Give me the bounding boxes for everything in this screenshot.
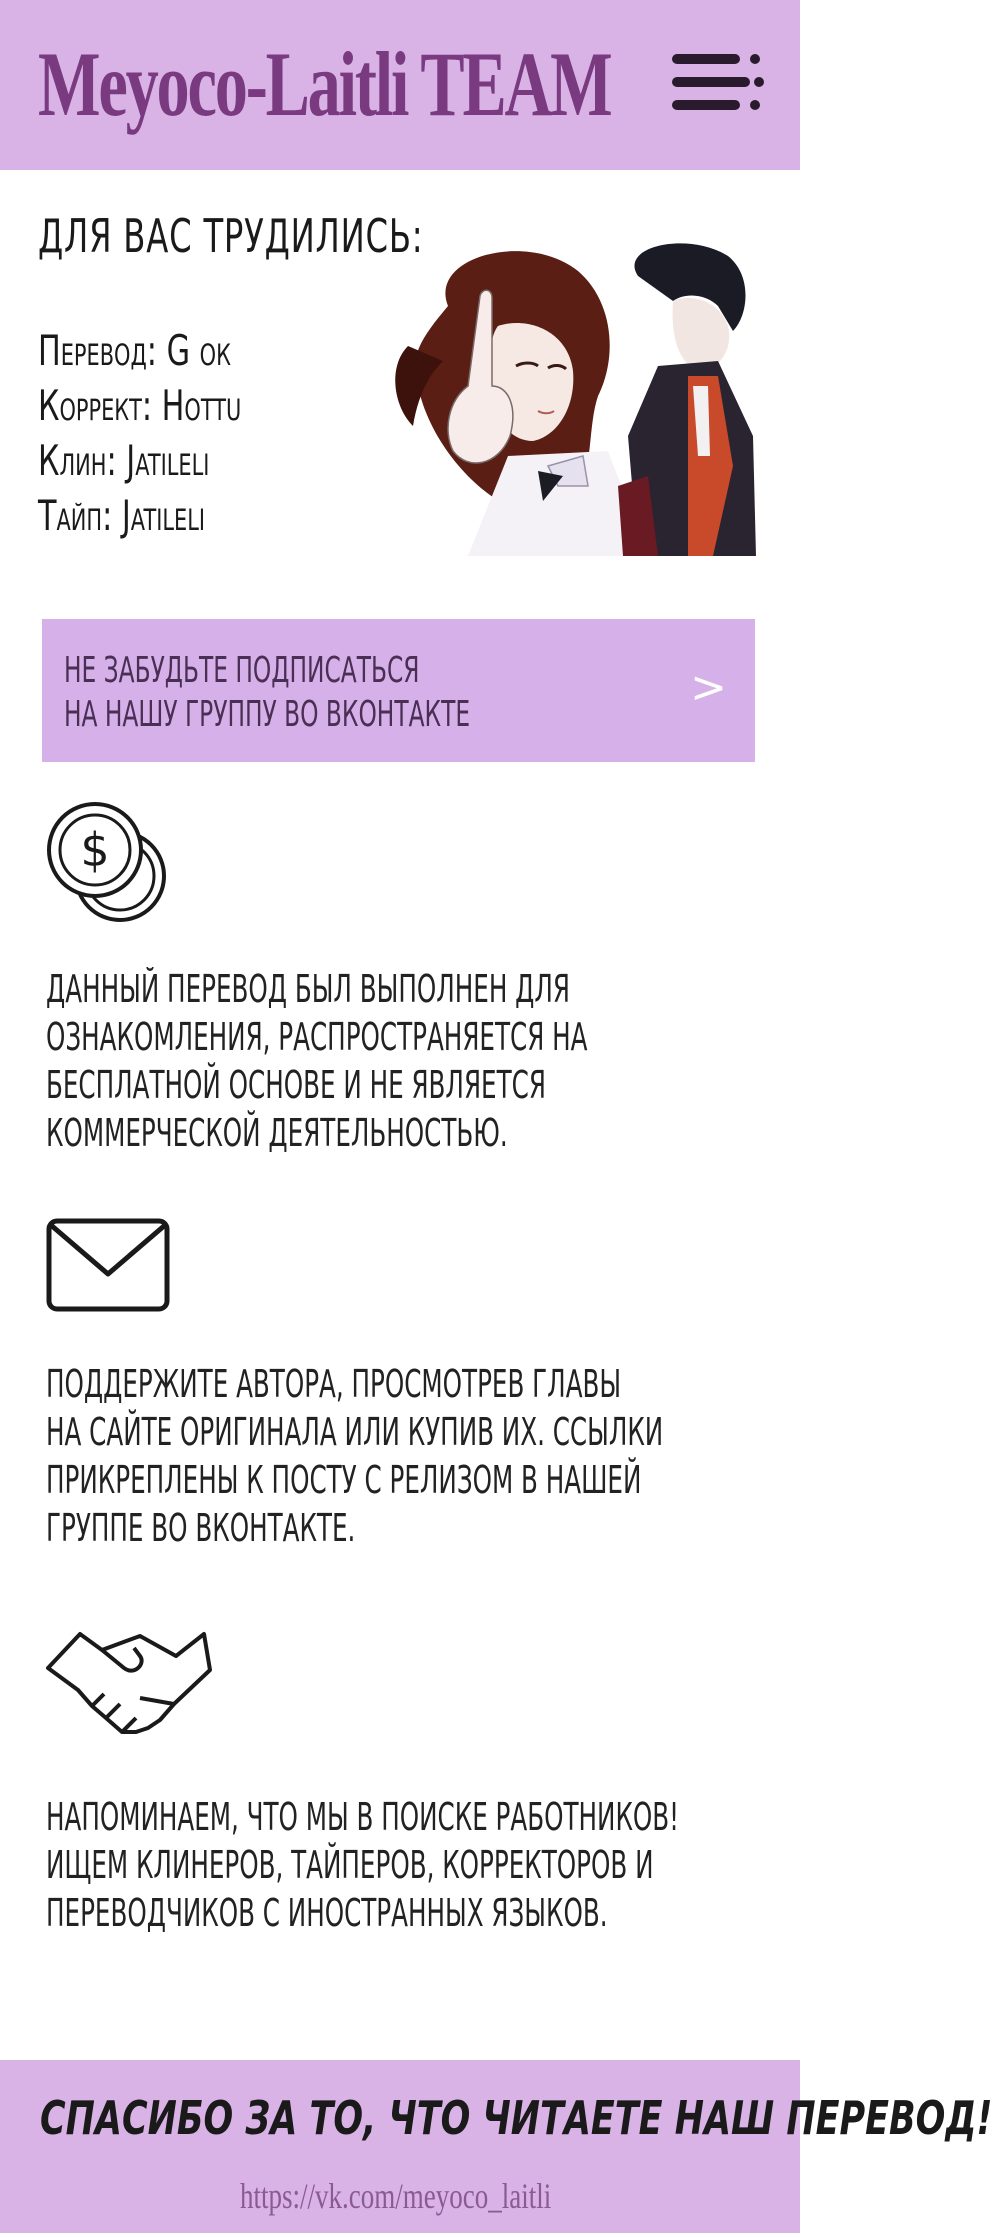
credits-heading: ДЛЯ ВАС ТРУДИЛИСЬ:	[38, 209, 424, 263]
chevron-right-icon: >	[690, 662, 727, 713]
support-text-line: ГРУППЕ ВО ВКОНТАКТЕ.	[46, 1506, 356, 1550]
header-bar	[0, 0, 800, 170]
vk-group-link[interactable]: https://vk.com/meyoco_laitli	[240, 2176, 552, 2216]
hiring-text-line: ПЕРЕВОДЧИКОВ С ИНОСТРАННЫХ ЯЗЫКОВ.	[46, 1891, 608, 1935]
svg-text:$: $	[80, 823, 110, 877]
vk-banner-line-2: НА НАШУ ГРУППУ ВО ВКОНТАКТЕ	[64, 694, 471, 735]
hiring-text-line: НАПОМИНАЕМ, ЧТО МЫ В ПОИСКЕ РАБОТНИКОВ!	[46, 1795, 680, 1839]
menu-button[interactable]	[672, 52, 764, 116]
credit-typesetting: Тайп: Jatileli	[38, 491, 205, 540]
brand-title: Meyoco-Laitli TEAM	[38, 33, 611, 135]
support-text-line: ПОДДЕРЖИТЕ АВТОРА, ПРОСМОТРЕВ ГЛАВЫ	[46, 1362, 622, 1406]
credit-translation: Перевод: G ок	[38, 326, 231, 375]
menu-icon	[672, 52, 764, 116]
envelope-icon	[46, 1218, 170, 1312]
support-text-line: НА САЙТЕ ОРИГИНАЛА ИЛИ КУПИВ ИХ. ССЫЛКИ	[46, 1410, 664, 1454]
thanks-message: СПАСИБО ЗА ТО, ЧТО ЧИТАЕТЕ НАШ ПЕРЕВОД!	[40, 2091, 992, 2145]
hiring-text-line: ИЩЕМ КЛИНЕРОВ, ТАЙПЕРОВ, КОРРЕКТОРОВ И	[46, 1843, 654, 1887]
vk-subscribe-banner[interactable]	[42, 619, 755, 762]
free-text-line: ОЗНАКОМЛЕНИЯ, РАСПРОСТРАНЯЕТСЯ НА	[46, 1015, 588, 1059]
vk-banner-line-1: НЕ ЗАБУДЬТЕ ПОДПИСАТЬСЯ	[64, 650, 420, 691]
vk-banner-text	[64, 649, 470, 737]
free-distribution-text	[46, 965, 587, 1157]
support-text-line: ПРИКРЕПЛЕНЫ К ПОСТУ С РЕЛИЗОМ В НАШЕЙ	[46, 1458, 642, 1502]
character-illustration	[388, 236, 758, 556]
credit-proofreading: Коррект: Hottu	[38, 381, 242, 430]
credit-cleaning: Клин: Jatileli	[38, 436, 210, 485]
free-text-line: ДАННЫЙ ПЕРЕВОД БЫЛ ВЫПОЛНЕН ДЛЯ	[46, 967, 571, 1011]
credits-list	[38, 323, 320, 543]
free-text-line: БЕСПЛАТНОЙ ОСНОВЕ И НЕ ЯВЛЯЕТСЯ	[46, 1063, 546, 1107]
handshake-icon	[44, 1620, 214, 1740]
support-author-text	[46, 1360, 663, 1552]
free-text-line: КОММЕРЧЕСКОЙ ДЕЯТЕЛЬНОСТЬЮ.	[46, 1111, 508, 1155]
footer-bar	[0, 2060, 992, 2233]
hiring-text	[46, 1793, 679, 1937]
coins-icon	[40, 800, 170, 930]
